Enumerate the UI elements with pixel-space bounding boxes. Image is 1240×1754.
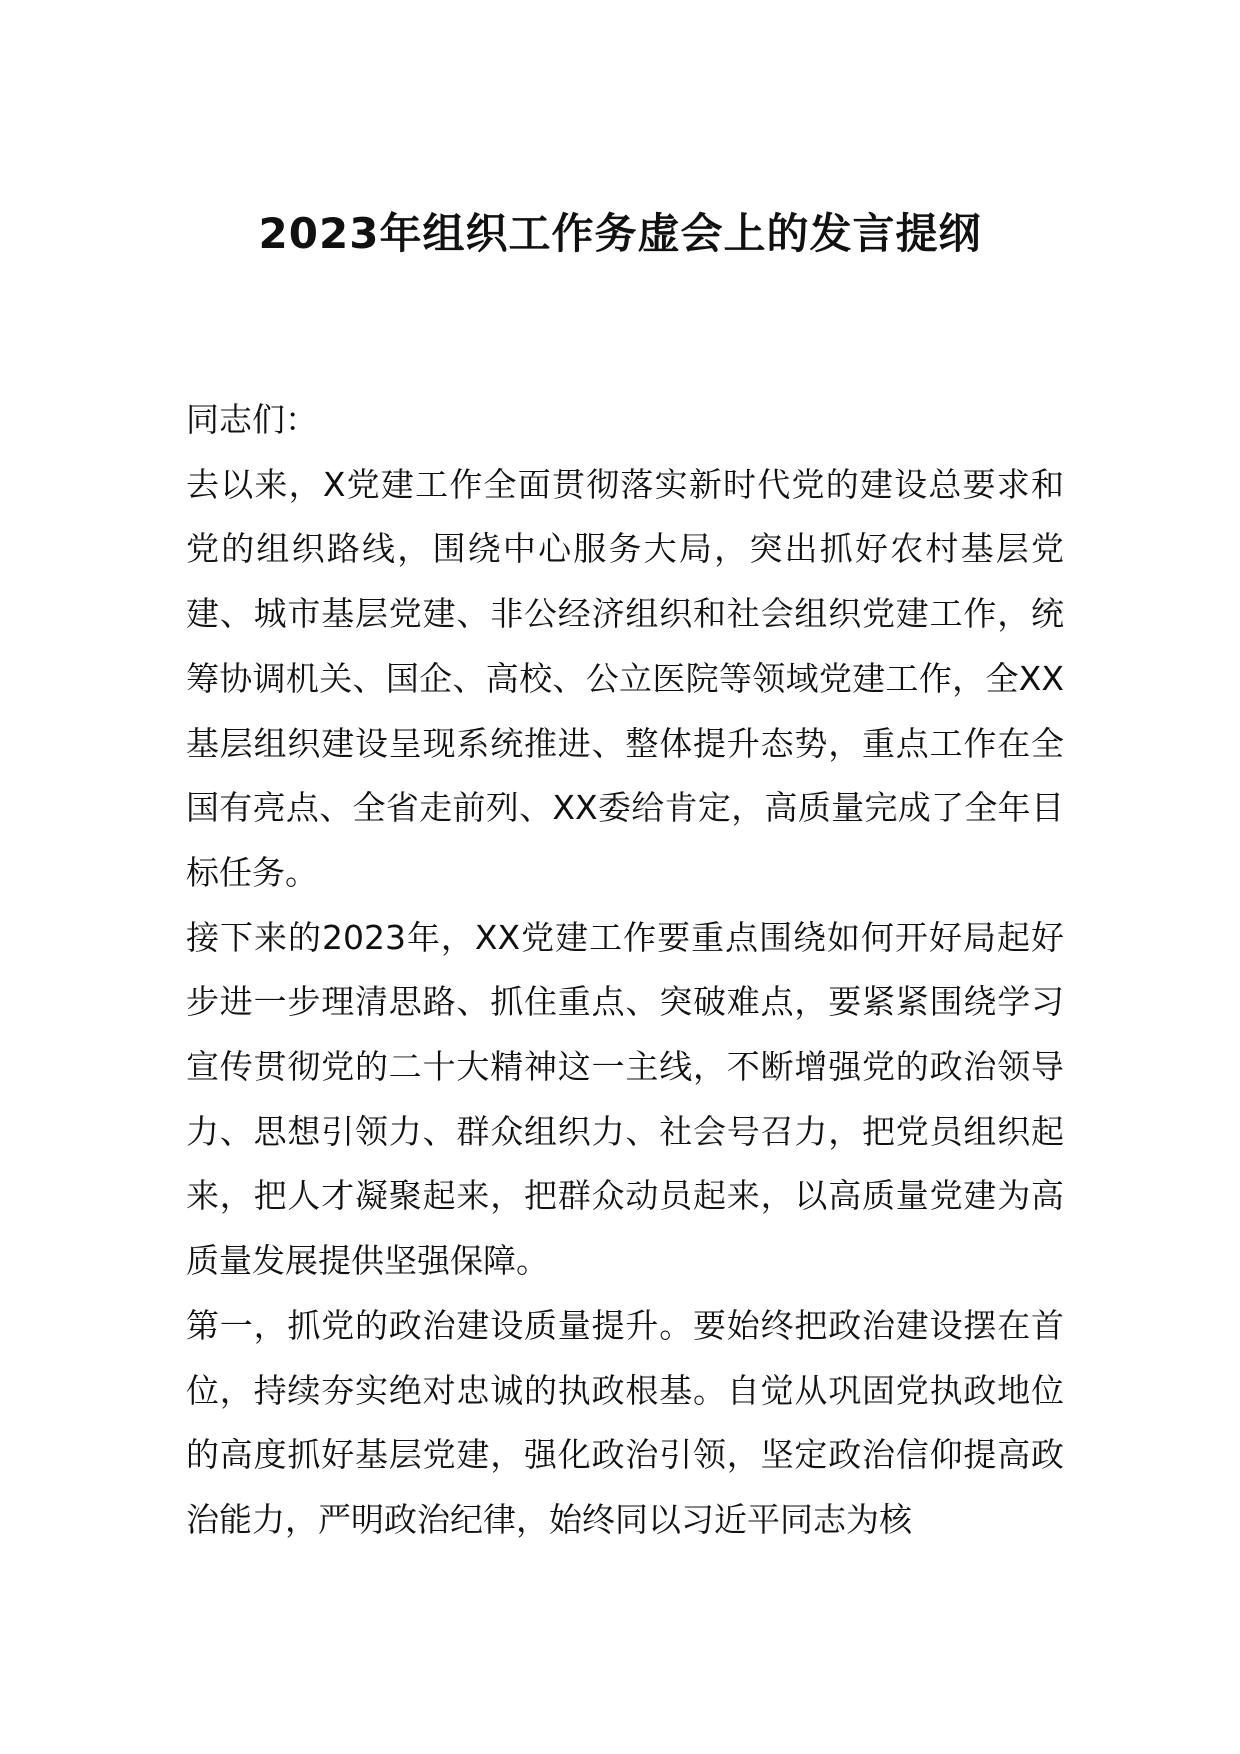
paragraph-1: 去以来，X党建工作全面贯彻落实新时代党的建设总要求和党的组织路线，围绕中心服务大局，突出抓好农村基层党建、城市基层党建、非公经济组织和社会组织党建工作，统筹协调机关、国企、高校、公立医院等领域党建工作，全XX基层组织建设呈现系统推进、整体提升态势，重点工作在全国有亮点、全省走前列、XX委给肯定，高质量完成了全年目标任务。 [186, 464, 1064, 892]
document-title: 2023年组织工作务虚会上的发言提纲 [258, 209, 982, 258]
document-body [186, 388, 1064, 1553]
paragraph-3: 第一，抓党的政治建设质量提升。要始终把政治建设摆在首位，持续夯实绝对忠诚的执政根基。自觉从巩固党执政地位的高度抓好基层党建，强化政治引领，坚定政治信仰提高政治能力，严明政治纪律，始终同以习近平同志为核 [186, 1305, 1064, 1539]
paragraph-2: 接下来的2023年，XX党建工作要重点围绕如何开好局起好步进一步理清思路、抓住重点、突破难点，要紧紧围绕学习宣传贯彻党的二十大精神这一主线，不断增强党的政治领导力、思想引领力、群众组织力、社会号召力，把党员组织起来，把人才凝聚起来，把群众动员起来，以高质量党建为高质量发展提供坚强保障。 [186, 917, 1064, 1281]
salutation: 同志们： [186, 400, 318, 439]
